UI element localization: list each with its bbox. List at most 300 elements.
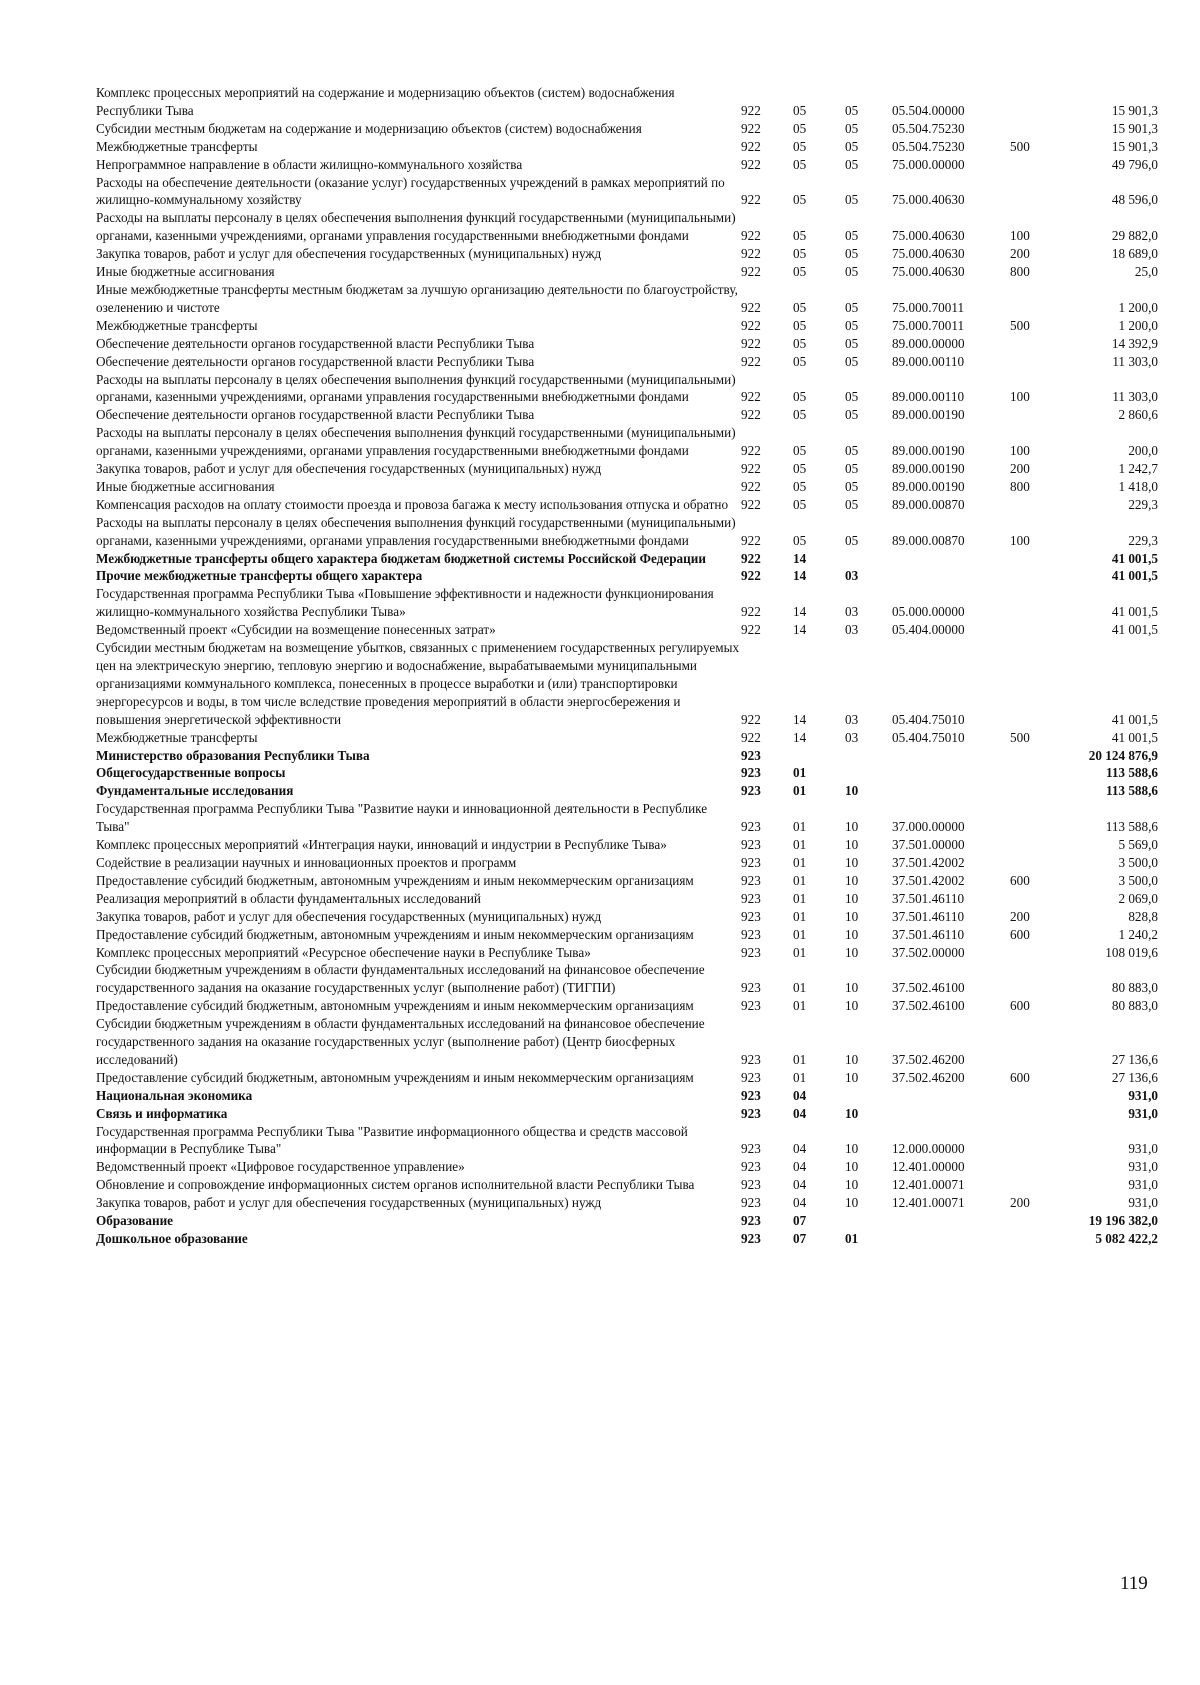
- row-expense-type: 600: [1010, 926, 1030, 942]
- row-amount: 5 082 422,2: [1095, 1231, 1158, 1246]
- row-amount: 20 124 876,9: [1088, 747, 1158, 763]
- row-section-code: 05: [793, 407, 807, 423]
- row-target-article: 75.000.40630: [892, 264, 965, 280]
- row-target-article: 75.000.40630: [892, 228, 965, 244]
- row-department-code: 923: [741, 1195, 761, 1211]
- page-number: 119: [1120, 1573, 1148, 1594]
- row-expense-type: [1010, 836, 1058, 854]
- row-expense-type: 600: [1010, 1069, 1030, 1085]
- table-row: [96, 872, 1158, 890]
- row-expense-type: [1010, 944, 1058, 962]
- row-target-article: [892, 550, 1010, 568]
- row-section-code: 05: [793, 353, 807, 369]
- row-department-code: 922: [741, 353, 761, 369]
- row-amount: 41 001,5: [1111, 729, 1158, 745]
- table-row: [96, 854, 1158, 872]
- row-department-code: 923: [741, 980, 761, 996]
- row-name: Межбюджетные трансферты: [96, 729, 258, 745]
- table-row: [96, 1069, 1158, 1087]
- row-amount: 5 569,0: [1118, 837, 1158, 853]
- row-name: Предоставление субсидий бюджетным, автономным учреждениям и иным некоммерческим организациям: [96, 998, 694, 1014]
- table-row: [96, 263, 1158, 281]
- row-amount: 113 588,6: [1105, 765, 1158, 781]
- row-department-code: 922: [741, 532, 761, 548]
- row-expense-type: 100: [1010, 532, 1030, 548]
- row-expense-type: 500: [1010, 729, 1030, 745]
- row-subsection-code: 10: [845, 890, 859, 906]
- row-section-code: 05: [793, 120, 807, 136]
- row-name: Государственная программа Республики Тыва "Развитие науки и инновационной деятельности в Республике Тыва": [96, 801, 708, 835]
- table-row: [96, 1123, 1158, 1159]
- row-expense-type: 100: [1010, 443, 1030, 459]
- row-section-code: 05: [793, 478, 807, 494]
- row-name: Обеспечение деятельности органов государственной власти Республики Тыва: [96, 353, 535, 369]
- row-department-code: 922: [741, 246, 761, 262]
- table-row: [96, 1087, 1158, 1105]
- row-section-code: 04: [793, 1195, 807, 1211]
- row-subsection-code: 10: [845, 837, 859, 853]
- row-expense-type: [1010, 961, 1058, 997]
- row-expense-type: [1010, 353, 1058, 371]
- row-section-code: 01: [793, 944, 807, 960]
- row-expense-type: [1010, 854, 1058, 872]
- row-department-code: 922: [741, 228, 761, 244]
- row-expense-type: [1010, 764, 1058, 782]
- row-department-code: 923: [741, 1213, 761, 1229]
- row-target-article: 05.504.75230: [892, 138, 965, 154]
- row-expense-type: [1010, 406, 1058, 424]
- row-target-article: [892, 1230, 1010, 1248]
- row-name: Фундаментальные исследования: [96, 783, 294, 799]
- table-row: [96, 997, 1158, 1015]
- row-section-code: 14: [793, 568, 807, 584]
- row-name: Общегосударственные вопросы: [96, 765, 286, 781]
- row-amount: 1 200,0: [1118, 317, 1158, 333]
- row-amount: 15 901,3: [1111, 120, 1158, 136]
- row-expense-type: 100: [1010, 228, 1030, 244]
- row-name: Связь и информатика: [96, 1105, 228, 1121]
- row-subsection-code: 10: [845, 926, 859, 942]
- row-name: Обеспечение деятельности органов государственной власти Республики Тыва: [96, 335, 535, 351]
- row-subsection-code: 01: [845, 1231, 859, 1246]
- row-section-code: 05: [793, 138, 807, 154]
- row-section-code: 05: [793, 228, 807, 244]
- table-row: [96, 1176, 1158, 1194]
- row-target-article: 05.504.75230: [892, 120, 965, 136]
- row-amount: 931,0: [1128, 1195, 1158, 1211]
- row-amount: 27 136,6: [1111, 1069, 1158, 1085]
- row-section-code: 05: [793, 443, 807, 459]
- row-section-code: 14: [793, 729, 807, 745]
- row-subsection-code: 03: [845, 622, 859, 638]
- row-section-code: 05: [793, 461, 807, 477]
- row-subsection-code: 05: [845, 299, 859, 315]
- row-name: Ведомственный проект «Цифровое государственное управление»: [96, 1159, 465, 1175]
- row-name: Реализация мероприятий в области фундаментальных исследований: [96, 890, 481, 906]
- row-name: Комплекс процессных мероприятий «Интеграция науки, инноваций и индустрии в Республике Тыва»: [96, 837, 667, 853]
- row-expense-type: [1010, 550, 1058, 568]
- row-amount: 80 883,0: [1111, 980, 1158, 996]
- row-name: Прочие межбюджетные трансферты общего характера: [96, 568, 423, 584]
- row-target-article: 05.404.00000: [892, 622, 965, 638]
- row-expense-type: 600: [1010, 872, 1030, 888]
- row-expense-type: [1010, 84, 1058, 120]
- row-target-article: 37.502.00000: [892, 944, 965, 960]
- row-expense-type: 500: [1010, 317, 1030, 333]
- row-department-code: 922: [741, 299, 761, 315]
- row-subsection-code: 05: [845, 156, 859, 172]
- row-amount: 41 001,5: [1111, 550, 1158, 566]
- table-row: [96, 496, 1158, 514]
- row-department-code: 922: [741, 443, 761, 459]
- row-name: Предоставление субсидий бюджетным, автономным учреждениям и иным некоммерческим организациям: [96, 1069, 694, 1085]
- row-expense-type: [1010, 496, 1058, 514]
- row-subsection-code: 05: [845, 102, 859, 118]
- row-department-code: 923: [741, 1069, 761, 1085]
- row-expense-type: 500: [1010, 138, 1030, 154]
- row-amount: 113 588,6: [1105, 783, 1158, 799]
- table-row: [96, 729, 1158, 747]
- row-amount: 11 303,0: [1112, 353, 1158, 369]
- row-expense-type: [1010, 567, 1058, 585]
- row-target-article: 89.000.00190: [892, 443, 965, 459]
- row-target-article: 05.000.00000: [892, 604, 965, 620]
- row-target-article: 05.504.00000: [892, 102, 965, 118]
- row-section-code: 04: [793, 1087, 807, 1103]
- row-department-code: 922: [741, 120, 761, 136]
- row-section-code: 05: [793, 299, 807, 315]
- row-subsection-code: [845, 1087, 892, 1105]
- row-target-article: 89.000.00190: [892, 478, 965, 494]
- row-subsection-code: 10: [845, 872, 859, 888]
- row-section-code: 01: [793, 837, 807, 853]
- row-department-code: 923: [741, 872, 761, 888]
- row-subsection-code: 10: [845, 1141, 859, 1157]
- row-name: Межбюджетные трансферты общего характера бюджетам бюджетной системы Российской Федерации: [96, 550, 706, 566]
- table-row: [96, 961, 1158, 997]
- table-row: [96, 621, 1158, 639]
- row-department-code: 922: [741, 102, 761, 118]
- row-section-code: 01: [793, 783, 807, 799]
- row-department-code: 923: [741, 783, 761, 799]
- row-target-article: 89.000.00110: [892, 389, 965, 405]
- row-section-code: 04: [793, 1177, 807, 1193]
- row-expense-type: [1010, 747, 1058, 765]
- row-target-article: 12.401.00000: [892, 1159, 965, 1175]
- row-section-code: 01: [793, 1069, 807, 1085]
- table-row: [96, 281, 1158, 317]
- row-expense-type: 200: [1010, 461, 1030, 477]
- row-name: Министерство образования Республики Тыва: [96, 747, 370, 763]
- row-department-code: 922: [741, 317, 761, 333]
- row-section-code: 01: [793, 980, 807, 996]
- row-name: Предоставление субсидий бюджетным, автономным учреждениям и иным некоммерческим организациям: [96, 872, 694, 888]
- row-section-code: 14: [793, 622, 807, 638]
- row-target-article: [892, 1212, 1010, 1230]
- row-department-code: 922: [741, 478, 761, 494]
- row-target-article: 75.000.70011: [892, 299, 965, 315]
- row-name: Компенсация расходов на оплату стоимости проезда и провоза багажа к месту использования отпуска и обратно: [96, 496, 729, 512]
- row-amount: 25,0: [1134, 264, 1158, 280]
- row-amount: 18 689,0: [1111, 246, 1158, 262]
- row-amount: 931,0: [1128, 1159, 1158, 1175]
- row-target-article: 89.000.00000: [892, 335, 965, 351]
- row-department-code: 922: [741, 711, 761, 727]
- row-target-article: 89.000.00870: [892, 496, 965, 512]
- row-section-code: 14: [793, 550, 807, 566]
- row-subsection-code: 05: [845, 246, 859, 262]
- row-department-code: 922: [741, 156, 761, 172]
- row-department-code: 923: [741, 819, 761, 835]
- table-row: [96, 836, 1158, 854]
- row-amount: 931,0: [1128, 1105, 1158, 1121]
- row-section-code: 05: [793, 317, 807, 333]
- row-department-code: 922: [741, 407, 761, 423]
- row-target-article: 89.000.00870: [892, 532, 965, 548]
- table-row: [96, 550, 1158, 568]
- row-amount: 3 500,0: [1118, 872, 1158, 888]
- row-expense-type: [1010, 281, 1058, 317]
- row-target-article: 37.501.46110: [892, 908, 965, 924]
- row-amount: 931,0: [1128, 1141, 1158, 1157]
- row-name: Предоставление субсидий бюджетным, автономным учреждениям и иным некоммерческим организациям: [96, 926, 694, 942]
- row-department-code: 922: [741, 550, 761, 566]
- row-department-code: 923: [741, 1177, 761, 1193]
- row-subsection-code: 05: [845, 138, 859, 154]
- row-name: Закупка товаров, работ и услуг для обеспечения государственных (муниципальных) нужд: [96, 1195, 602, 1211]
- row-target-article: [892, 567, 1010, 585]
- row-target-article: 37.501.42002: [892, 872, 965, 888]
- row-name: Расходы на выплаты персоналу в целях обеспечения выполнения функций государственными (муниципальными) органами, казенными учреждениями, органами управления государственными внебюджетными фондами: [96, 425, 736, 459]
- row-subsection-code: 05: [845, 496, 859, 512]
- row-target-article: 12.401.00071: [892, 1195, 965, 1211]
- table-row: [96, 908, 1158, 926]
- row-name: Расходы на обеспечение деятельности (оказание услуг) государственных учреждений в рамках мероприятий по жилищно-коммунальному хозяйству: [96, 174, 725, 208]
- row-expense-type: [1010, 1212, 1058, 1230]
- row-name: Закупка товаров, работ и услуг для обеспечения государственных (муниципальных) нужд: [96, 461, 602, 477]
- table-row: [96, 1194, 1158, 1212]
- row-name: Межбюджетные трансферты: [96, 138, 258, 154]
- row-department-code: 922: [741, 729, 761, 745]
- row-subsection-code: 10: [845, 1177, 859, 1193]
- row-target-article: 75.000.40630: [892, 192, 965, 208]
- row-amount: 229,3: [1128, 496, 1158, 512]
- table-row: [96, 84, 1158, 120]
- row-subsection-code: 10: [845, 1051, 859, 1067]
- row-amount: 15 901,3: [1111, 138, 1158, 154]
- row-section-code: 01: [793, 908, 807, 924]
- row-section-code: 04: [793, 1159, 807, 1175]
- row-expense-type: [1010, 1015, 1058, 1069]
- table-row: [96, 335, 1158, 353]
- table-row: [96, 424, 1158, 460]
- row-expense-type: [1010, 1105, 1058, 1123]
- table-row: [96, 514, 1158, 550]
- row-section-code: 05: [793, 389, 807, 405]
- row-department-code: 923: [741, 998, 761, 1014]
- row-expense-type: 800: [1010, 264, 1030, 280]
- row-target-article: 37.501.42002: [892, 854, 965, 870]
- row-amount: 19 196 382,0: [1088, 1213, 1158, 1229]
- row-name: Субсидии местным бюджетам на возмещение убытков, связанных с применением государственных регулируемых цен на электрическую энергию, тепловую энергию и водоснабжение, вырабатываемыми муниципальными организациями коммунального комплекса, понесенных в процессе выработки и (или) транспортировки энергоресурсов и воды, в том числе вследствие проведения мероприятий в области энергосбережения и повышения энергетической эффективности: [96, 640, 740, 727]
- row-amount: 200,0: [1128, 443, 1158, 459]
- table-row: [96, 639, 1158, 729]
- row-name: Закупка товаров, работ и услуг для обеспечения государственных (муниципальных) нужд: [96, 246, 602, 262]
- row-name: Субсидии местным бюджетам на содержание и модернизацию объектов (систем) водоснабжения: [96, 120, 642, 136]
- row-expense-type: 100: [1010, 389, 1030, 405]
- row-amount: 41 001,5: [1111, 568, 1158, 584]
- row-section-code: 05: [793, 264, 807, 280]
- row-department-code: 923: [741, 837, 761, 853]
- row-department-code: 922: [741, 192, 761, 208]
- row-subsection-code: 05: [845, 461, 859, 477]
- row-subsection-code: 05: [845, 407, 859, 423]
- table-row: [96, 245, 1158, 263]
- row-amount: 931,0: [1128, 1177, 1158, 1193]
- row-subsection-code: 05: [845, 389, 859, 405]
- row-subsection-code: 10: [845, 980, 859, 996]
- row-subsection-code: 05: [845, 228, 859, 244]
- row-target-article: [892, 1087, 1010, 1105]
- table-row: [96, 209, 1158, 245]
- row-department-code: 923: [741, 765, 761, 781]
- row-expense-type: [1010, 156, 1058, 174]
- row-subsection-code: 05: [845, 192, 859, 208]
- row-department-code: 923: [741, 908, 761, 924]
- row-subsection-code: 05: [845, 264, 859, 280]
- table-row: [96, 353, 1158, 371]
- row-department-code: 923: [741, 1231, 761, 1246]
- row-expense-type: [1010, 174, 1058, 210]
- row-subsection-code: 03: [845, 729, 859, 745]
- row-subsection-code: 10: [845, 1069, 859, 1085]
- table-row: [96, 1230, 1158, 1248]
- row-subsection-code: 10: [845, 944, 859, 960]
- row-name: Комплекс процессных мероприятий на содержание и модернизацию объектов (систем) водоснабжения Республики Тыва: [96, 85, 675, 118]
- row-subsection-code: [845, 747, 892, 765]
- row-section-code: 01: [793, 854, 807, 870]
- row-target-article: 89.000.00190: [892, 407, 965, 423]
- row-amount: 1 242,7: [1118, 461, 1158, 477]
- row-expense-type: [1010, 1230, 1058, 1248]
- table-row: [96, 782, 1158, 800]
- table-row: [96, 764, 1158, 782]
- row-name: Государственная программа Республики Тыва «Повышение эффективности и надежности функционирования жилищно-коммунального хозяйства Республики Тыва»: [96, 586, 714, 620]
- row-section-code: 14: [793, 604, 807, 620]
- row-amount: 15 901,3: [1111, 102, 1158, 118]
- row-expense-type: 600: [1010, 998, 1030, 1014]
- table-row: [96, 317, 1158, 335]
- row-expense-type: [1010, 621, 1058, 639]
- row-subsection-code: 05: [845, 335, 859, 351]
- row-name: Ведомственный проект «Субсидии на возмещение понесенных затрат»: [96, 622, 496, 638]
- row-department-code: 923: [741, 944, 761, 960]
- table-row: [96, 478, 1158, 496]
- row-target-article: 37.502.46200: [892, 1069, 965, 1085]
- row-name: Расходы на выплаты персоналу в целях обеспечения выполнения функций государственными (муниципальными) органами, казенными учреждениями, органами управления государственными внебюджетными фондами: [96, 371, 736, 405]
- row-section-code: 05: [793, 192, 807, 208]
- row-amount: 931,0: [1128, 1087, 1158, 1103]
- row-subsection-code: 10: [845, 1105, 859, 1121]
- row-subsection-code: 05: [845, 353, 859, 369]
- row-department-code: 923: [741, 854, 761, 870]
- table-row: [96, 1105, 1158, 1123]
- row-target-article: 12.000.00000: [892, 1141, 965, 1157]
- table-row: [96, 120, 1158, 138]
- row-name: Субсидии бюджетным учреждениям в области фундаментальных исследований на финансовое обеспечение государственного задания на оказание государственных услуг (выполнение работ) (ТИГПИ): [96, 962, 705, 996]
- row-subsection-code: 10: [845, 1159, 859, 1175]
- row-target-article: 75.000.40630: [892, 246, 965, 262]
- row-target-article: 05.404.75010: [892, 729, 965, 745]
- row-amount: 1 200,0: [1118, 299, 1158, 315]
- row-subsection-code: [845, 764, 892, 782]
- row-expense-type: [1010, 639, 1058, 729]
- row-amount: 1 418,0: [1118, 478, 1158, 494]
- row-amount: 14 392,9: [1111, 335, 1158, 351]
- row-subsection-code: 10: [845, 908, 859, 924]
- row-name: Закупка товаров, работ и услуг для обеспечения государственных (муниципальных) нужд: [96, 908, 602, 924]
- table-row: [96, 944, 1158, 962]
- row-name: Субсидии бюджетным учреждениям в области фундаментальных исследований на финансовое обеспечение государственного задания на оказание государственных услуг (выполнение работ) (Центр биосферных исследований): [96, 1016, 705, 1067]
- row-section-code: 05: [793, 496, 807, 512]
- row-name: Обеспечение деятельности органов государственной власти Республики Тыва: [96, 407, 535, 423]
- row-subsection-code: 05: [845, 317, 859, 333]
- row-amount: 828,8: [1128, 908, 1158, 924]
- row-section-code: 05: [793, 335, 807, 351]
- row-amount: 48 596,0: [1111, 192, 1158, 208]
- row-expense-type: 200: [1010, 246, 1030, 262]
- row-subsection-code: 05: [845, 120, 859, 136]
- row-section-code: 01: [793, 1051, 807, 1067]
- row-name: Национальная экономика: [96, 1087, 253, 1103]
- row-amount: 3 500,0: [1118, 854, 1158, 870]
- row-department-code: 923: [741, 1141, 761, 1157]
- row-section-code: 04: [793, 1141, 807, 1157]
- row-amount: 229,3: [1128, 532, 1158, 548]
- row-department-code: 922: [741, 264, 761, 280]
- row-subsection-code: 10: [845, 783, 859, 799]
- row-subsection-code: 05: [845, 532, 859, 548]
- row-amount: 11 303,0: [1112, 389, 1158, 405]
- row-subsection-code: 10: [845, 819, 859, 835]
- row-target-article: 37.501.00000: [892, 837, 965, 853]
- row-expense-type: [1010, 800, 1058, 836]
- row-target-article: 37.502.46200: [892, 1051, 965, 1067]
- row-section-code: [793, 747, 845, 765]
- row-subsection-code: 10: [845, 854, 859, 870]
- row-name: Непрограммное направление в области жилищно-коммунального хозяйства: [96, 156, 523, 172]
- row-subsection-code: 10: [845, 998, 859, 1014]
- table-row: [96, 1158, 1158, 1176]
- budget-table-body: [96, 84, 1158, 1248]
- table-row: [96, 585, 1158, 621]
- row-expense-type: [1010, 890, 1058, 908]
- row-expense-type: [1010, 782, 1058, 800]
- table-row: [96, 1212, 1158, 1230]
- row-subsection-code: [845, 550, 892, 568]
- row-name: Образование: [96, 1213, 174, 1229]
- table-row: [96, 800, 1158, 836]
- table-row: [96, 1015, 1158, 1069]
- row-amount: 113 588,6: [1105, 819, 1158, 835]
- row-department-code: 922: [741, 138, 761, 154]
- row-target-article: 89.000.00110: [892, 353, 965, 369]
- row-expense-type: [1010, 335, 1058, 353]
- row-subsection-code: 03: [845, 604, 859, 620]
- row-expense-type: [1010, 1087, 1058, 1105]
- table-row: [96, 156, 1158, 174]
- row-amount: 41 001,5: [1111, 711, 1158, 727]
